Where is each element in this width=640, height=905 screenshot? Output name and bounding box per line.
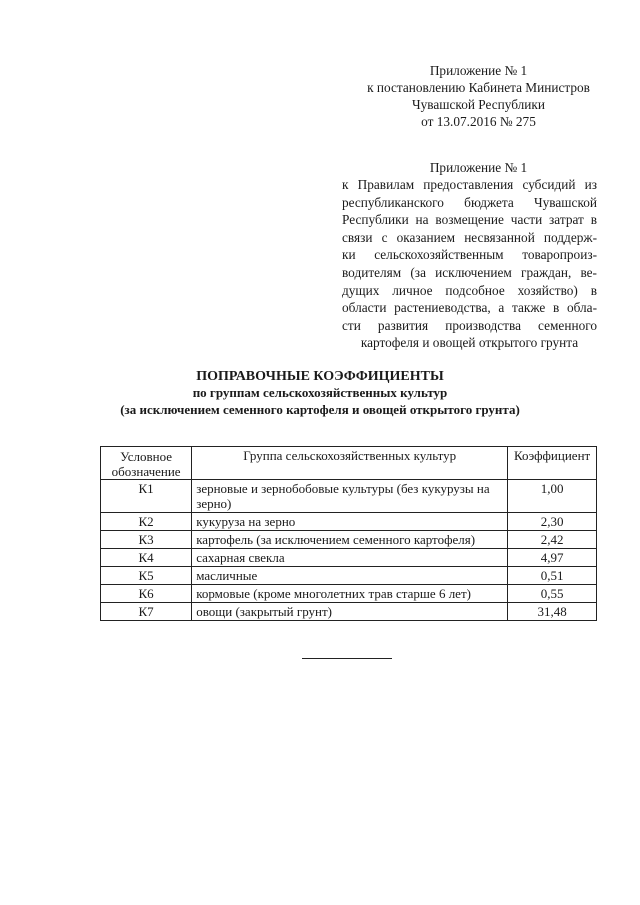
rules-text-line: связи с оказанием несвязанной поддерж- (342, 229, 597, 245)
row-coefficient: 1,00 (508, 480, 597, 513)
row-group: сахарная свекла (192, 549, 508, 567)
rules-text-line: сти развития производства семенного (342, 317, 597, 333)
appendix-1-line: Приложение № 1 (429, 63, 528, 78)
document-subtitle: по группам сельскохозяйственных культур (192, 385, 448, 400)
rules-text-line: ки сельскохозяйственным товаропроиз- (342, 247, 597, 263)
appendix-2-title: Приложение № 1 (429, 160, 528, 175)
row-code: К2 (101, 513, 192, 531)
row-code: К5 (101, 567, 192, 585)
table-row (101, 567, 597, 585)
row-group: кукуруза на зерно (192, 513, 508, 531)
row-coefficient: 0,55 (508, 585, 597, 603)
rules-text-line: области растениеводства, а также в обла- (342, 300, 597, 316)
row-group: картофель (за исключением семенного картофеля) (192, 531, 508, 549)
row-code: К6 (101, 585, 192, 603)
table-header-row (101, 447, 597, 480)
table-row (101, 480, 597, 513)
document-title: ПОПРАВОЧНЫЕ КОЭФФИЦИЕНТЫ (196, 369, 444, 384)
column-header-code: Условное обозначение (101, 447, 192, 480)
row-group: зерновые и зернобобовые культуры (без кукурузы на зерно) (192, 480, 508, 513)
row-coefficient: 2,30 (508, 513, 597, 531)
rules-text-line: республиканского бюджета Чувашской (342, 194, 597, 210)
closing-divider-line (302, 658, 392, 659)
rules-text-line: дущих личное подсобное хозяйство) в (342, 282, 597, 298)
rules-text-line: Республики на возмещение части затрат в (342, 212, 597, 228)
row-coefficient: 31,48 (508, 603, 597, 621)
row-group: овощи (закрытый грунт) (192, 603, 508, 621)
appendix-1-line: от 13.07.2016 № 275 (421, 114, 536, 129)
document-subtitle: (за исключением семенного картофеля и овощей открытого грунта) (120, 402, 520, 417)
table-row (101, 531, 597, 549)
row-code: К4 (101, 549, 192, 567)
rules-text-line: водителям (за исключением граждан, ве- (342, 264, 597, 280)
coefficients-table (100, 446, 597, 621)
table-row (101, 585, 597, 603)
rules-text-line: к Правилам предоставления субсидий из (342, 177, 597, 192)
row-coefficient: 0,51 (508, 567, 597, 585)
row-coefficient: 2,42 (508, 531, 597, 549)
row-group: кормовые (кроме многолетних трав старше 6 лет) (192, 585, 508, 603)
appendix-1-line: Чувашской Республики (411, 97, 545, 112)
row-code: К1 (101, 480, 192, 513)
table-row (101, 549, 597, 567)
column-header-coefficient: Коэффициент (508, 447, 597, 480)
appendix-2-rules-text (342, 176, 597, 352)
appendix-1-header (360, 62, 597, 130)
row-code: К7 (101, 603, 192, 621)
appendix-1-line: к постановлению Кабинета Министров (367, 80, 590, 95)
rules-text-line: картофеля и овощей открытого грунта (360, 335, 579, 351)
table-row (101, 513, 597, 531)
column-header-group: Группа сельскохозяйственных культур (192, 447, 508, 480)
row-coefficient: 4,97 (508, 549, 597, 567)
table-row (101, 603, 597, 621)
row-code: К3 (101, 531, 192, 549)
row-group: масличные (192, 567, 508, 585)
